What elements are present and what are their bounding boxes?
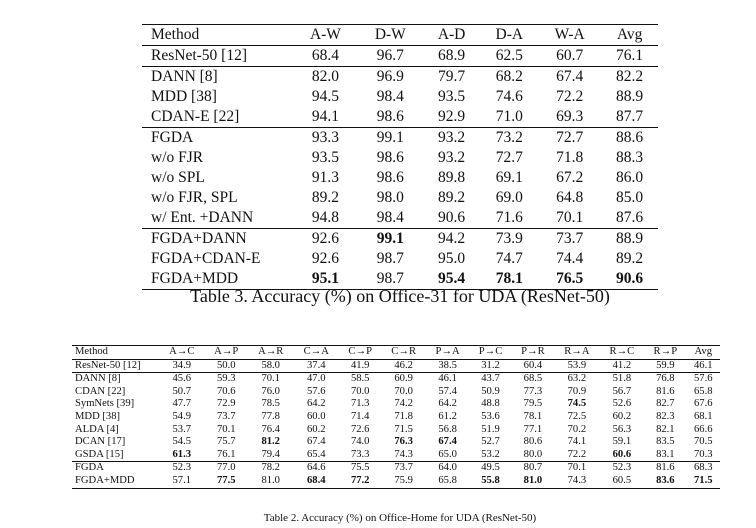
value-cell: 49.5 [469,462,511,475]
value-cell: 46.2 [394,359,413,371]
value-cell: 59.1 [612,436,632,448]
value-cell: 70.2 [567,423,587,435]
value-cell: 80.7 [512,462,554,475]
value-cell: 80.0 [523,448,543,460]
value-cell: 99.1 [358,128,423,149]
value-cell: 73.7 [381,462,426,475]
method-cell: w/o FJR [151,149,204,166]
value-cell: 60.4 [523,359,543,371]
value-cell: 82.7 [656,398,675,410]
value-cell: 96.7 [376,47,404,64]
value-cell: 82.2 [601,67,658,88]
best-value: 76.5 [556,270,584,287]
value-cell: 76.4 [261,423,280,435]
value-cell: 51.8 [600,373,645,386]
value-cell: 74.4 [556,250,584,267]
best-value: 74.5 [567,398,587,410]
value-cell: 58.5 [339,373,381,386]
column-header: Method [142,25,293,46]
column-header: R→A [554,346,600,360]
value-cell: 73.2 [480,128,538,149]
value-cell: 57.6 [306,385,326,397]
value-cell: 78.1 [523,410,543,422]
value-cell: 76.8 [644,373,686,386]
value-cell: 31.2 [481,359,500,371]
column-header: A→R [248,346,294,360]
value-cell: 57.4 [438,385,457,397]
column-header: Avg [687,346,720,360]
value-cell [248,436,294,449]
value-cell: 64.2 [438,398,457,410]
value-cell: 65.8 [693,385,713,397]
table-row [142,208,658,229]
value-cell: 87.6 [616,209,644,226]
column-header: C→P [339,346,381,360]
value-cell: 76.0 [261,385,280,397]
value-cell: 46.1 [426,373,469,386]
value-cell: 57.6 [687,373,720,386]
column-header: R→C [600,346,645,360]
value-cell: 98.7 [376,250,404,267]
value-cell: 73.7 [538,229,601,250]
officehome-table [72,345,720,489]
value-cell: 60.9 [381,373,426,386]
best-value: 76.3 [394,436,413,448]
best-value: 61.3 [172,448,192,460]
value-cell: 52.6 [612,398,632,410]
value-cell: 74.7 [495,250,523,267]
value-cell: 89.2 [311,189,339,206]
value-cell: 65.0 [438,448,457,460]
value-cell: 74.6 [495,88,523,105]
value-cell: 82.0 [293,67,358,88]
value-cell: 71.0 [495,108,523,125]
value-cell: 75.5 [339,462,381,475]
value-cell: 56.7 [612,385,632,397]
value-cell [644,475,686,488]
value-cell: 71.3 [350,398,370,410]
value-cell [381,436,426,449]
value-cell: 94.5 [311,88,339,105]
value-cell: 74.0 [350,436,370,448]
column-header: Method [72,346,159,360]
value-cell: 70.1 [216,423,236,435]
value-cell: 69.3 [556,108,584,125]
value-cell: 70.0 [350,385,370,397]
value-cell: 41.9 [350,359,370,371]
column-header: P→R [512,346,554,360]
value-cell: 98.0 [376,189,404,206]
value-cell: 69.1 [495,169,523,186]
method-cell: FGDA+CDAN-E [151,250,261,267]
value-cell: 64.8 [556,189,584,206]
method-cell: GSDA [15] [75,448,124,460]
value-cell: 72.2 [567,448,587,460]
table-row [142,128,658,149]
value-cell: 68.3 [687,462,720,475]
value-cell: 98.6 [376,149,404,166]
value-cell: 78.5 [261,398,280,410]
value-cell: 34.9 [172,359,192,371]
value-cell: 93.2 [423,128,481,149]
method-cell: ResNet-50 [12] [151,47,247,64]
value-cell [339,475,381,488]
value-cell: 87.7 [616,108,644,125]
header-row [72,346,720,360]
value-cell: 47.0 [293,373,339,386]
value-cell: 77.3 [523,385,543,397]
header-row [142,25,658,46]
table-row [142,107,658,128]
value-cell: 75.9 [381,475,426,488]
value-cell: 57.1 [159,475,205,488]
table-row [142,148,658,168]
value-cell: 53.2 [481,448,500,460]
value-cell: 50.9 [481,385,500,397]
best-value: 95.1 [311,270,339,287]
value-cell: 89.2 [438,189,466,206]
value-cell: 52.7 [481,436,500,448]
value-cell: 46.1 [693,359,713,371]
value-cell: 89.2 [616,250,644,267]
value-cell: 51.9 [481,423,500,435]
column-header: Avg [601,25,658,46]
method-cell: FGDA+MDD [72,475,159,488]
value-cell [554,398,600,411]
value-cell: 76.1 [216,448,236,460]
table-row [72,424,720,437]
value-cell: 93.3 [293,128,358,149]
value-cell: 71.8 [556,149,584,166]
value-cell: 81.0 [248,475,294,488]
value-cell: 73.9 [480,229,538,250]
value-cell: 52.3 [600,462,645,475]
column-header: C→A [293,346,339,360]
value-cell: 47.7 [172,398,192,410]
table3-caption: Table 3. Accuracy (%) on Office-31 for UDA (ResNet-50) [190,286,610,306]
table-row [142,249,658,269]
value-cell: 65.4 [306,448,326,460]
value-cell: 94.1 [311,108,339,125]
value-cell: 64.2 [306,398,326,410]
method-cell: FGDA [142,128,293,149]
value-cell [358,229,423,250]
value-cell: 70.9 [567,385,587,397]
table-row [142,67,658,88]
value-cell: 61.2 [438,410,457,422]
table-row [72,398,720,411]
value-cell: 88.9 [601,229,658,250]
value-cell: 81.6 [644,462,686,475]
column-header: C→R [381,346,426,360]
value-cell: 92.9 [438,108,466,125]
value-cell: 92.6 [293,229,358,250]
best-value: 81.0 [523,474,543,486]
method-cell: ResNet-50 [12] [75,359,141,371]
value-cell: 54.9 [172,410,192,422]
value-cell: 71.8 [394,410,413,422]
value-cell [469,475,511,488]
value-cell: 63.2 [554,373,600,386]
column-header: A-W [293,25,358,46]
value-cell: 89.8 [438,169,466,186]
value-cell: 53.6 [481,410,500,422]
table-row [72,359,720,373]
value-cell: 73.7 [216,410,236,422]
column-header: D-W [358,25,423,46]
value-cell: 74.1 [567,436,587,448]
value-cell [600,449,645,462]
table-row [72,411,720,424]
value-cell: 70.1 [556,209,584,226]
value-cell: 38.5 [438,359,457,371]
value-cell: 67.4 [306,436,326,448]
value-cell: 67.2 [556,169,584,186]
table-row [142,188,658,208]
value-cell: 98.4 [376,88,404,105]
value-cell: 70.1 [554,462,600,475]
method-cell: CDAN-E [22] [151,108,240,125]
column-header: A-D [423,25,481,46]
method-cell: FGDA [72,462,159,475]
value-cell: 60.2 [306,423,326,435]
method-cell: w/o FJR, SPL [151,189,238,206]
best-value: 95.4 [438,270,466,287]
value-cell: 67.6 [693,398,713,410]
best-value: 68.4 [306,474,326,486]
best-value: 67.4 [438,436,457,448]
value-cell: 75.7 [216,436,236,448]
value-cell: 98.7 [358,269,423,290]
value-cell: 76.1 [616,47,644,64]
value-cell: 79.7 [423,67,481,88]
method-cell: ALDA [4] [75,423,119,435]
table-row [142,87,658,107]
value-cell [512,475,554,488]
value-cell: 70.1 [248,373,294,386]
best-value: 99.1 [376,230,404,247]
table-row [72,462,720,475]
value-cell: 66.6 [693,423,713,435]
value-cell: 72.5 [567,410,587,422]
value-cell: 80.6 [523,436,543,448]
value-cell: 94.2 [423,229,481,250]
value-cell: 74.2 [394,398,413,410]
method-cell: w/o SPL [151,169,205,186]
value-cell: 59.9 [656,359,675,371]
method-cell: MDD [38] [75,410,121,422]
table-row [72,475,720,488]
table-row [72,436,720,449]
value-cell: 70.6 [216,385,236,397]
value-cell: 86.0 [616,169,644,186]
value-cell: 77.1 [523,423,543,435]
best-value: 55.8 [481,474,500,486]
table-row [142,46,658,67]
value-cell: 79.5 [523,398,543,410]
office31-table [142,24,658,290]
value-cell: 64.6 [293,462,339,475]
value-cell: 41.2 [612,359,632,371]
column-header: A→P [205,346,248,360]
value-cell: 62.5 [495,47,523,64]
value-cell: 60.0 [306,410,326,422]
table2-caption: Table 2. Accuracy (%) on Office-Home for UDA (ResNet-50) [263,512,537,524]
best-value: 78.1 [495,270,523,287]
value-cell: 92.6 [311,250,339,267]
table-row [142,229,658,250]
column-header: D-A [480,25,538,46]
best-value: 71.5 [693,474,713,486]
value-cell: 96.9 [358,67,423,88]
method-cell: DCAN [17] [75,436,126,448]
value-cell: 72.2 [556,88,584,105]
value-cell: 95.0 [438,250,466,267]
value-cell: 93.2 [438,149,466,166]
method-cell: w/ Ent. +DANN [151,209,254,226]
value-cell: 68.9 [438,47,466,64]
value-cell: 64.0 [426,462,469,475]
value-cell: 71.5 [394,423,413,435]
value-cell: 93.5 [311,149,339,166]
value-cell: 88.6 [601,128,658,149]
value-cell: 70.5 [693,436,713,448]
value-cell: 68.2 [480,67,538,88]
method-cell: FGDA+MDD [142,269,293,290]
value-cell [426,436,469,449]
value-cell: 69.0 [495,189,523,206]
value-cell [687,475,720,488]
method-cell: SymNets [39] [75,398,135,410]
value-cell: 52.3 [159,462,205,475]
value-cell: 58.0 [261,359,280,371]
value-cell: 88.9 [616,88,644,105]
value-cell: 37.4 [306,359,326,371]
value-cell: 60.5 [600,475,645,488]
value-cell: 94.8 [311,209,339,226]
value-cell: 78.2 [248,462,294,475]
value-cell: 56.8 [438,423,457,435]
value-cell: 90.6 [438,209,466,226]
value-cell [205,475,248,488]
value-cell: 91.3 [311,169,339,186]
value-cell: 65.8 [426,475,469,488]
value-cell: 70.0 [394,385,413,397]
value-cell: 74.3 [394,448,413,460]
column-header: A→C [159,346,205,360]
value-cell: 82.3 [656,410,675,422]
column-header: P→C [469,346,511,360]
value-cell: 83.5 [656,436,675,448]
value-cell: 67.4 [538,67,601,88]
value-cell: 45.6 [159,373,205,386]
method-cell: FGDA+DANN [142,229,293,250]
value-cell: 98.4 [376,209,404,226]
best-value: 83.6 [656,474,675,486]
table-row [72,373,720,386]
column-header: W-A [538,25,601,46]
best-value: 90.6 [616,270,644,287]
value-cell: 93.5 [438,88,466,105]
value-cell: 59.3 [205,373,248,386]
method-cell: MDD [38] [151,88,217,105]
value-cell [159,449,205,462]
value-cell: 50.0 [216,359,236,371]
value-cell: 88.3 [616,149,644,166]
value-cell: 72.9 [216,398,236,410]
value-cell: 72.7 [495,149,523,166]
value-cell: 56.3 [612,423,632,435]
method-cell: DANN [8] [142,67,293,88]
value-cell: 71.4 [350,410,370,422]
value-cell: 43.7 [469,373,511,386]
value-cell: 72.6 [350,423,370,435]
value-cell: 82.1 [656,423,675,435]
value-cell: 60.2 [612,410,632,422]
best-value: 60.6 [612,448,632,460]
value-cell [293,475,339,488]
column-header: P→A [426,346,469,360]
value-cell: 74.3 [554,475,600,488]
column-header: R→P [644,346,686,360]
value-cell: 48.8 [481,398,500,410]
value-cell: 83.1 [656,448,675,460]
value-cell: 68.4 [311,47,339,64]
value-cell: 72.7 [538,128,601,149]
table-row [72,386,720,399]
table-row [142,168,658,188]
value-cell: 81.6 [656,385,675,397]
value-cell: 53.7 [172,423,192,435]
best-value: 81.2 [261,436,280,448]
value-cell: 50.7 [172,385,192,397]
value-cell: 71.6 [495,209,523,226]
value-cell: 77.0 [205,462,248,475]
best-value: 77.5 [216,474,236,486]
value-cell: 98.6 [376,108,404,125]
value-cell: 70.3 [693,448,713,460]
value-cell: 77.8 [261,410,280,422]
value-cell: 68.5 [512,373,554,386]
value-cell: 68.1 [693,410,713,422]
value-cell: 54.5 [172,436,192,448]
value-cell: 79.4 [261,448,280,460]
method-cell: DANN [8] [72,373,159,386]
value-cell: 60.7 [556,47,584,64]
value-cell: 73.3 [350,448,370,460]
value-cell: 85.0 [616,189,644,206]
best-value: 77.2 [350,474,370,486]
table-row [72,449,720,462]
method-cell: CDAN [22] [75,385,126,397]
value-cell: 98.6 [376,169,404,186]
value-cell: 53.9 [567,359,587,371]
